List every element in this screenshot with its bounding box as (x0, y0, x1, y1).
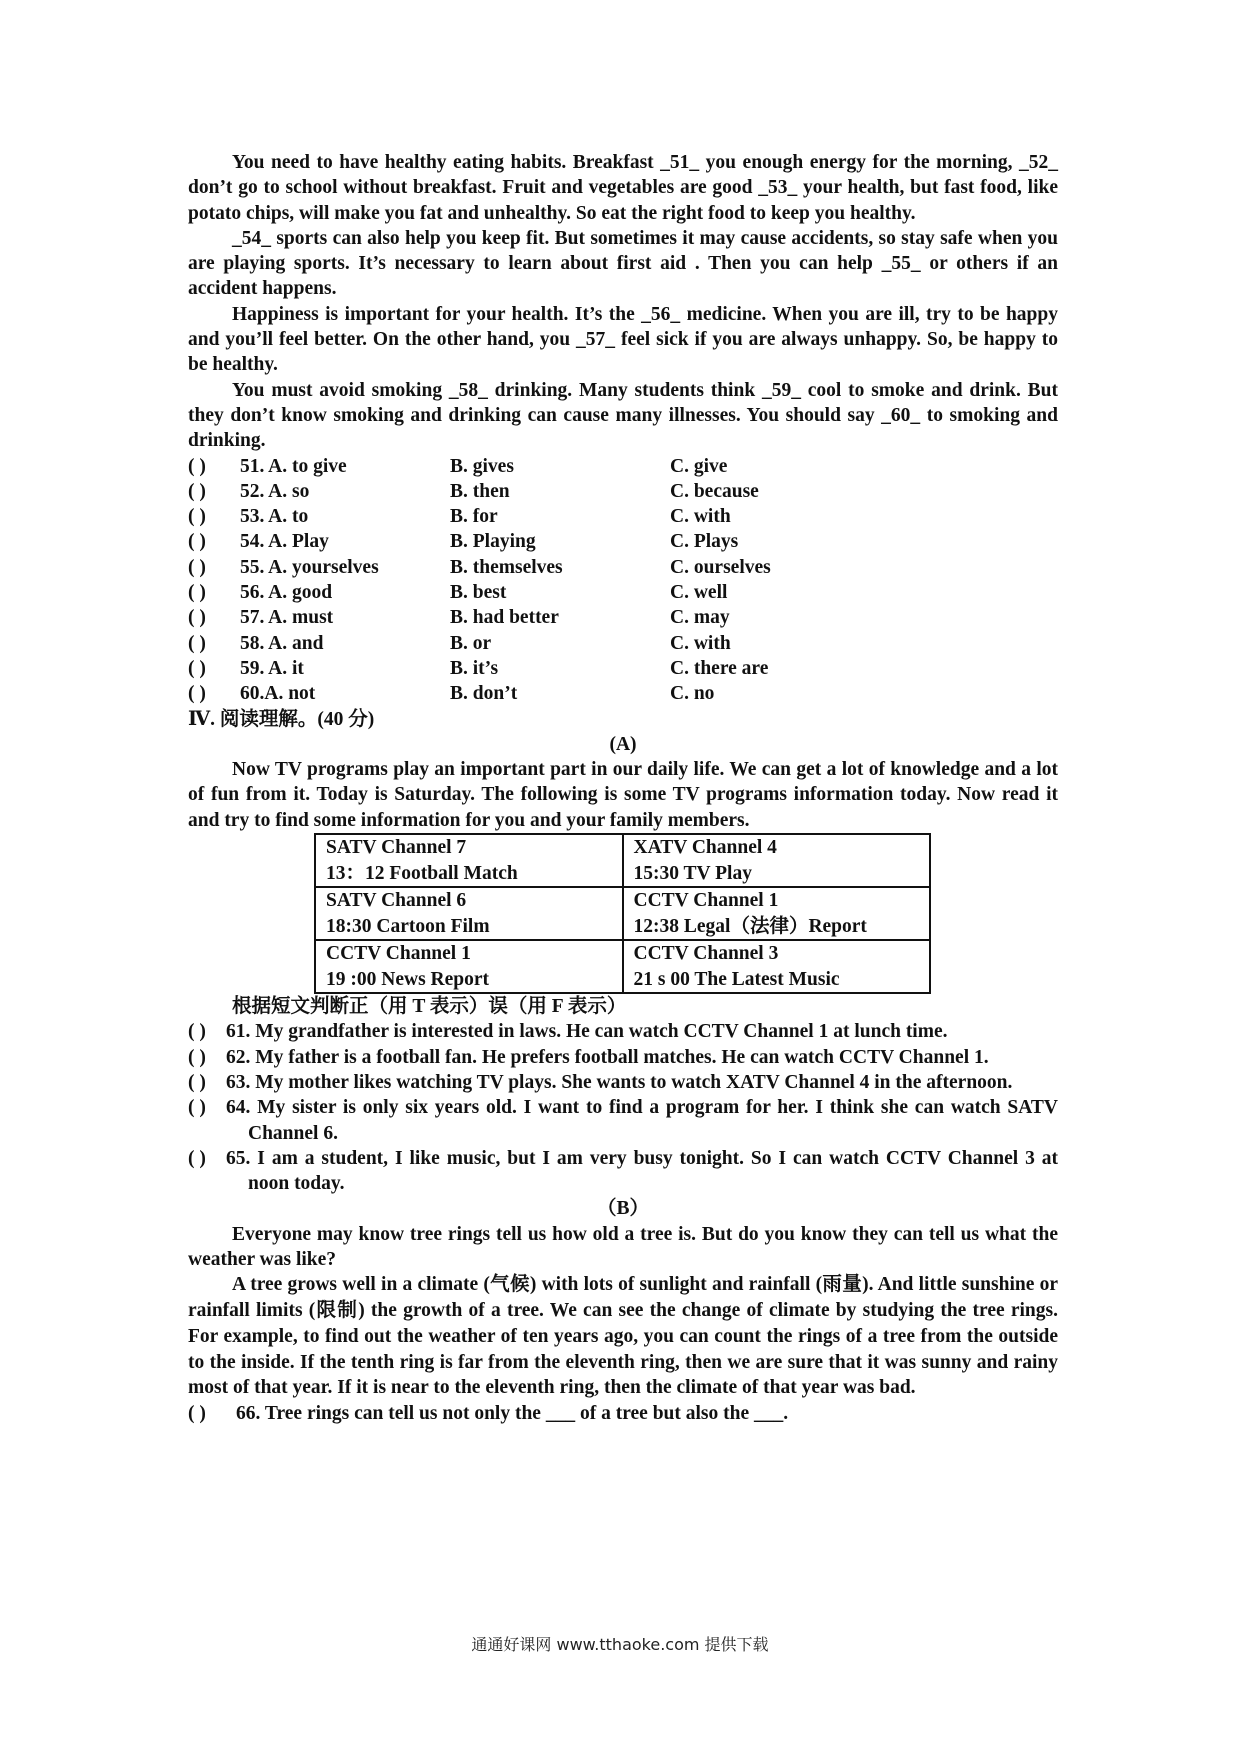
channel-name: SATV Channel 6 (326, 890, 467, 912)
answer-blank: ( ) (188, 607, 206, 629)
question-text: 65. I am a student, I like music, but I am very busy tonight. So I can watch CCTV Channel 3 at noon today. (226, 1147, 1058, 1195)
answer-blank: ( ) (188, 582, 206, 604)
tv-schedule-table (314, 833, 931, 994)
option-b: B. themselves (450, 556, 563, 578)
answer-blank: ( ) (188, 657, 206, 679)
option-a: 52. A. so (240, 480, 310, 502)
option-c: C. give (670, 455, 728, 477)
part-b-label: （B） (596, 1198, 649, 1220)
question-item (188, 1019, 1058, 1044)
table-row (315, 834, 930, 887)
instruction: 根据短文判断正（用 T 表示）误（用 F 表示） (232, 996, 627, 1018)
option-a: 56. A. good (240, 582, 333, 604)
cloze-paragraph: Happiness is important for your health. It’s the _56_ medicine. When you are ill, try to be happy and you’ll feel better. On the other hand, you _57_ feel sick if you are always unhappy. So, be happy to be healthy. (188, 303, 1058, 376)
option-row (188, 605, 1058, 630)
option-b: B. gives (450, 455, 514, 477)
answer-blank: ( ) (188, 1097, 206, 1119)
part-b-paragraph: A tree grows well in a climate (气候) with lots of sunlight and rainfall (雨量). And little sunshine or rainfall limits (限制) the growth of a tree. We can see the change of climate by studying the tree rings. For example, to find out the weather of ten years ago, you can count the rings of a tree from the outside to the inside. If the tenth ring is far from the eleventh ring, then we are sure that it was sunny and rainy most of that year. If it is near to the eleventh ring, then the climate of that year was bad. (188, 1274, 1058, 1399)
table-cell (623, 834, 931, 887)
answer-blank: ( ) (188, 632, 206, 654)
option-b: B. for (450, 506, 498, 528)
program-time: 13：12 Football Match (326, 862, 518, 884)
part-b-paragraph: Everyone may know tree rings tell us how old a tree is. But do you know they can tell us what the weather was like? (188, 1223, 1058, 1270)
answer-blank: ( ) (188, 531, 206, 553)
question-item (188, 1070, 1058, 1095)
option-a: 55. A. yourselves (240, 556, 379, 578)
option-row (188, 656, 1058, 681)
option-b: B. best (450, 582, 507, 604)
question-item (188, 1095, 1058, 1146)
table-row (315, 940, 930, 993)
question-text: 61. My grandfather is interested in laws. He can watch CCTV Channel 1 at lunch time. (226, 1021, 948, 1043)
answer-blank: ( ) (188, 506, 206, 528)
option-c: C. with (670, 506, 731, 528)
answer-blank: ( ) (188, 1147, 206, 1169)
option-c: C. may (670, 607, 730, 629)
program-time: 15:30 TV Play (633, 862, 752, 884)
option-row (188, 479, 1058, 504)
channel-name: CCTV Channel 3 (633, 943, 779, 965)
channel-name: XATV Channel 4 (633, 837, 777, 859)
cloze-options (188, 454, 1058, 707)
option-c: C. ourselves (670, 556, 771, 578)
question-item (188, 1401, 1058, 1426)
question-text: 63. My mother likes watching TV plays. She wants to watch XATV Channel 4 in the afternoon. (226, 1071, 1013, 1093)
option-row (188, 504, 1058, 529)
section-title: Ⅳ. 阅读理解。(40 分) (188, 708, 375, 730)
question-text: 66. Tree rings can tell us not only the ___ of a tree but also the ___. (236, 1403, 789, 1425)
option-a: 53. A. to (240, 506, 309, 528)
option-row (188, 681, 1058, 706)
option-row (188, 529, 1058, 554)
part-a-label: (A) (609, 733, 637, 755)
page-footer: 通通好课网 www.tthaoke.com 提供下载 (471, 1635, 769, 1654)
option-a: 60.A. not (240, 683, 316, 705)
table-cell (623, 940, 931, 993)
channel-name: SATV Channel 7 (326, 837, 467, 859)
cloze-paragraph: You must avoid smoking _58_ drinking. Many students think _59_ cool to smoke and drink. But they don’t know smoking and drinking can cause many illnesses. You should say _60_ to smoking and drinking. (188, 379, 1058, 452)
answer-blank: ( ) (188, 1021, 206, 1043)
question-item (188, 1045, 1058, 1070)
question-item (188, 1146, 1058, 1197)
table-cell (623, 887, 931, 940)
option-b: B. then (450, 480, 510, 502)
answer-blank: ( ) (188, 480, 206, 502)
option-b: B. had better (450, 607, 559, 629)
program-time: 18:30 Cartoon Film (326, 915, 490, 937)
answer-blank: ( ) (188, 455, 206, 477)
option-row (188, 555, 1058, 580)
option-b: B. don’t (450, 683, 518, 705)
option-a: 58. A. and (240, 632, 324, 654)
table-cell (315, 940, 623, 993)
program-time: 21 s 00 The Latest Music (633, 968, 840, 990)
option-row (188, 631, 1058, 656)
answer-blank: ( ) (188, 1071, 206, 1093)
true-false-questions (188, 1019, 1058, 1196)
option-c: C. with (670, 632, 731, 654)
program-time: 12:38 Legal（法律）Report (633, 915, 867, 937)
channel-name: CCTV Channel 1 (633, 890, 779, 912)
answer-blank: ( ) (188, 683, 206, 705)
option-row (188, 454, 1058, 479)
table-cell (315, 887, 623, 940)
question-text: 62. My father is a football fan. He prefers football matches. He can watch CCTV Channel 1. (226, 1046, 989, 1068)
option-b: B. or (450, 632, 492, 654)
answer-blank: ( ) (188, 1403, 206, 1425)
answer-blank: ( ) (188, 1046, 206, 1068)
option-b: B. Playing (450, 531, 536, 553)
cloze-paragraph: _54_ sports can also help you keep fit. But sometimes it may cause accidents, so stay safe when you are playing sports. It’s necessary to learn about first aid . Then you can help _55_ or others if an accident happens. (188, 227, 1058, 300)
table-row (315, 887, 930, 940)
option-b: B. it’s (450, 657, 499, 679)
table-cell (315, 834, 623, 887)
part-a-intro: Now TV programs play an important part in our daily life. We can get a lot of knowledge and a lot of fun from it. Today is Saturday. The following is some TV programs information today. Now read it and try to find some information for you and your family members. (188, 759, 1058, 831)
option-c: C. well (670, 582, 728, 604)
option-c: C. there are (670, 657, 769, 679)
option-row (188, 580, 1058, 605)
program-time: 19 :00 News Report (326, 968, 490, 990)
cloze-passage (188, 150, 1058, 454)
option-c: C. Plays (670, 531, 739, 553)
question-text: 64. My sister is only six years old. I want to find a program for her. I think she can watch SATV Channel 6. (226, 1097, 1058, 1144)
option-a: 59. A. it (240, 657, 304, 679)
option-c: C. because (670, 480, 759, 502)
option-a: 54. A. Play (240, 531, 329, 553)
channel-name: CCTV Channel 1 (326, 943, 471, 965)
exam-page (188, 150, 1058, 1427)
option-c: C. no (670, 683, 715, 705)
option-a: 57. A. must (240, 607, 334, 629)
option-a: 51. A. to give (240, 455, 347, 477)
cloze-paragraph: You need to have healthy eating habits. Breakfast _51_ you enough energy for the morning, _52_ don’t go to school without breakfast. Fruit and vegetables are good _53_ your health, but fast food, like potato chips, will make you fat and unhealthy. So eat the right food to keep you healthy. (188, 152, 1058, 224)
answer-blank: ( ) (188, 556, 206, 578)
